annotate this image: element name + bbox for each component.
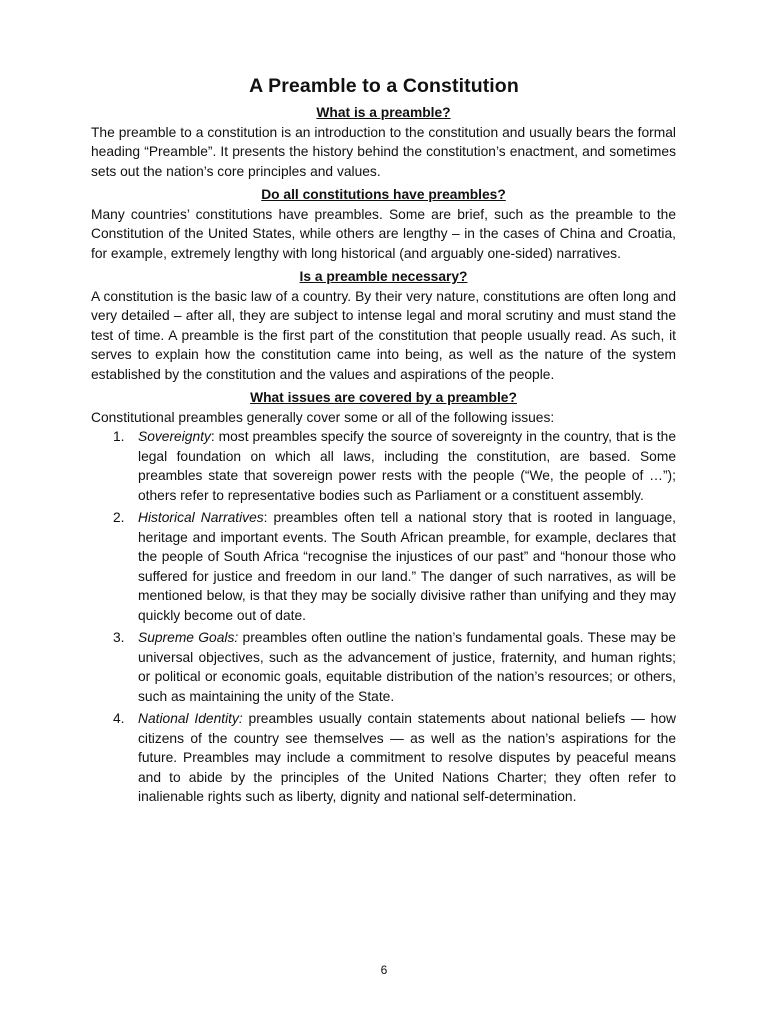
issue-description: preambles often outline the nation’s fundamental goals. These may be universal objectives, such as the advancement of justice, fraternity, and human rights; or political or economic goals, equitable distribution of the nation’s resources; or others, such as maintaining the unity of the State. [138, 630, 676, 704]
section-do-all-have-preambles [91, 185, 676, 263]
page-number: 6 [380, 963, 388, 977]
list-item-text [138, 709, 676, 807]
issue-separator: : [210, 429, 215, 444]
list-number: 2. [113, 510, 125, 525]
issues-list [91, 427, 676, 807]
section-heading: Do all constitutions have preambles? [261, 187, 506, 202]
issue-separator: : [263, 510, 268, 525]
section-what-is-preamble [91, 103, 676, 181]
issue-description: preambles often tell a national story that is rooted in language, heritage and important events. The South African preamble, for example, declares that the people of South Africa “recognise the injustices of our past” and “honour those who suffered for justice and freedom in our land.” The danger of such narratives, as will be mentioned below, is that they may be socially divisive rather than unifying and they may quickly become out of date. [138, 510, 676, 623]
section-issues-covered [91, 388, 676, 807]
issue-description: most preambles specify the source of sovereignty in the country, that is the legal foundation on which all laws, including the constitution, are based. Some preambles state that sovereign power rests with the people (“We, the people of …”); others refer to representative bodies such as Parliament or a constituent assembly. [138, 429, 676, 503]
page-title: A Preamble to a Constitution [249, 75, 519, 98]
section-is-preamble-necessary [91, 267, 676, 384]
list-number: 4. [113, 711, 125, 726]
list-item-text [138, 508, 676, 625]
list-item [91, 427, 676, 505]
section-heading: What issues are covered by a preamble? [250, 390, 517, 405]
document-body [91, 103, 676, 810]
list-item [91, 508, 676, 625]
list-number: 1. [113, 429, 125, 444]
section-paragraph: Many countries’ constitutions have preambles. Some are brief, such as the preamble to the Constitution of the United States, while others are lengthy – in the cases of China and Croatia, for example, extremely lengthy with long historical (and arguably one-sided) narratives. [91, 206, 676, 261]
section-paragraph: Constitutional preambles generally cover some or all of the following issues: [91, 409, 555, 425]
issue-term: Historical Narratives [138, 510, 264, 525]
list-item [91, 628, 676, 706]
issue-term: National Identity: [138, 711, 243, 726]
list-number: 3. [113, 630, 125, 645]
section-heading: What is a preamble? [316, 105, 451, 120]
section-paragraph: The preamble to a constitution is an introduction to the constitution and usually bears the formal heading “Preamble”. It presents the history behind the constitution’s enactment, and sometimes sets out the nation’s core principles and values. [91, 124, 676, 179]
list-item [91, 709, 676, 807]
section-paragraph: A constitution is the basic law of a country. By their very nature, constitutions are often long and very detailed – after all, they are subject to intense legal and moral scrutiny and must stand the test of time. A preamble is the first part of the constitution that people usually read. As such, it serves to explain how the constitution came into being, as well as the nature of the system established by the constitution and the values and aspirations of the people. [91, 288, 676, 382]
list-item-text [138, 628, 676, 706]
section-heading: Is a preamble necessary? [299, 269, 468, 284]
list-item-text [138, 427, 676, 505]
issue-term: Supreme Goals: [138, 630, 239, 645]
issue-description: preambles usually contain statements about national beliefs — how citizens of the country see themselves — as well as the nation’s aspirations for the future. Preambles may include a commitment to resolve disputes by peaceful means and to abide by the principles of the United Nations Charter; they often refer to inalienable rights such as liberty, dignity and national self-determination. [138, 711, 676, 804]
issue-term: Sovereignty [138, 429, 211, 444]
